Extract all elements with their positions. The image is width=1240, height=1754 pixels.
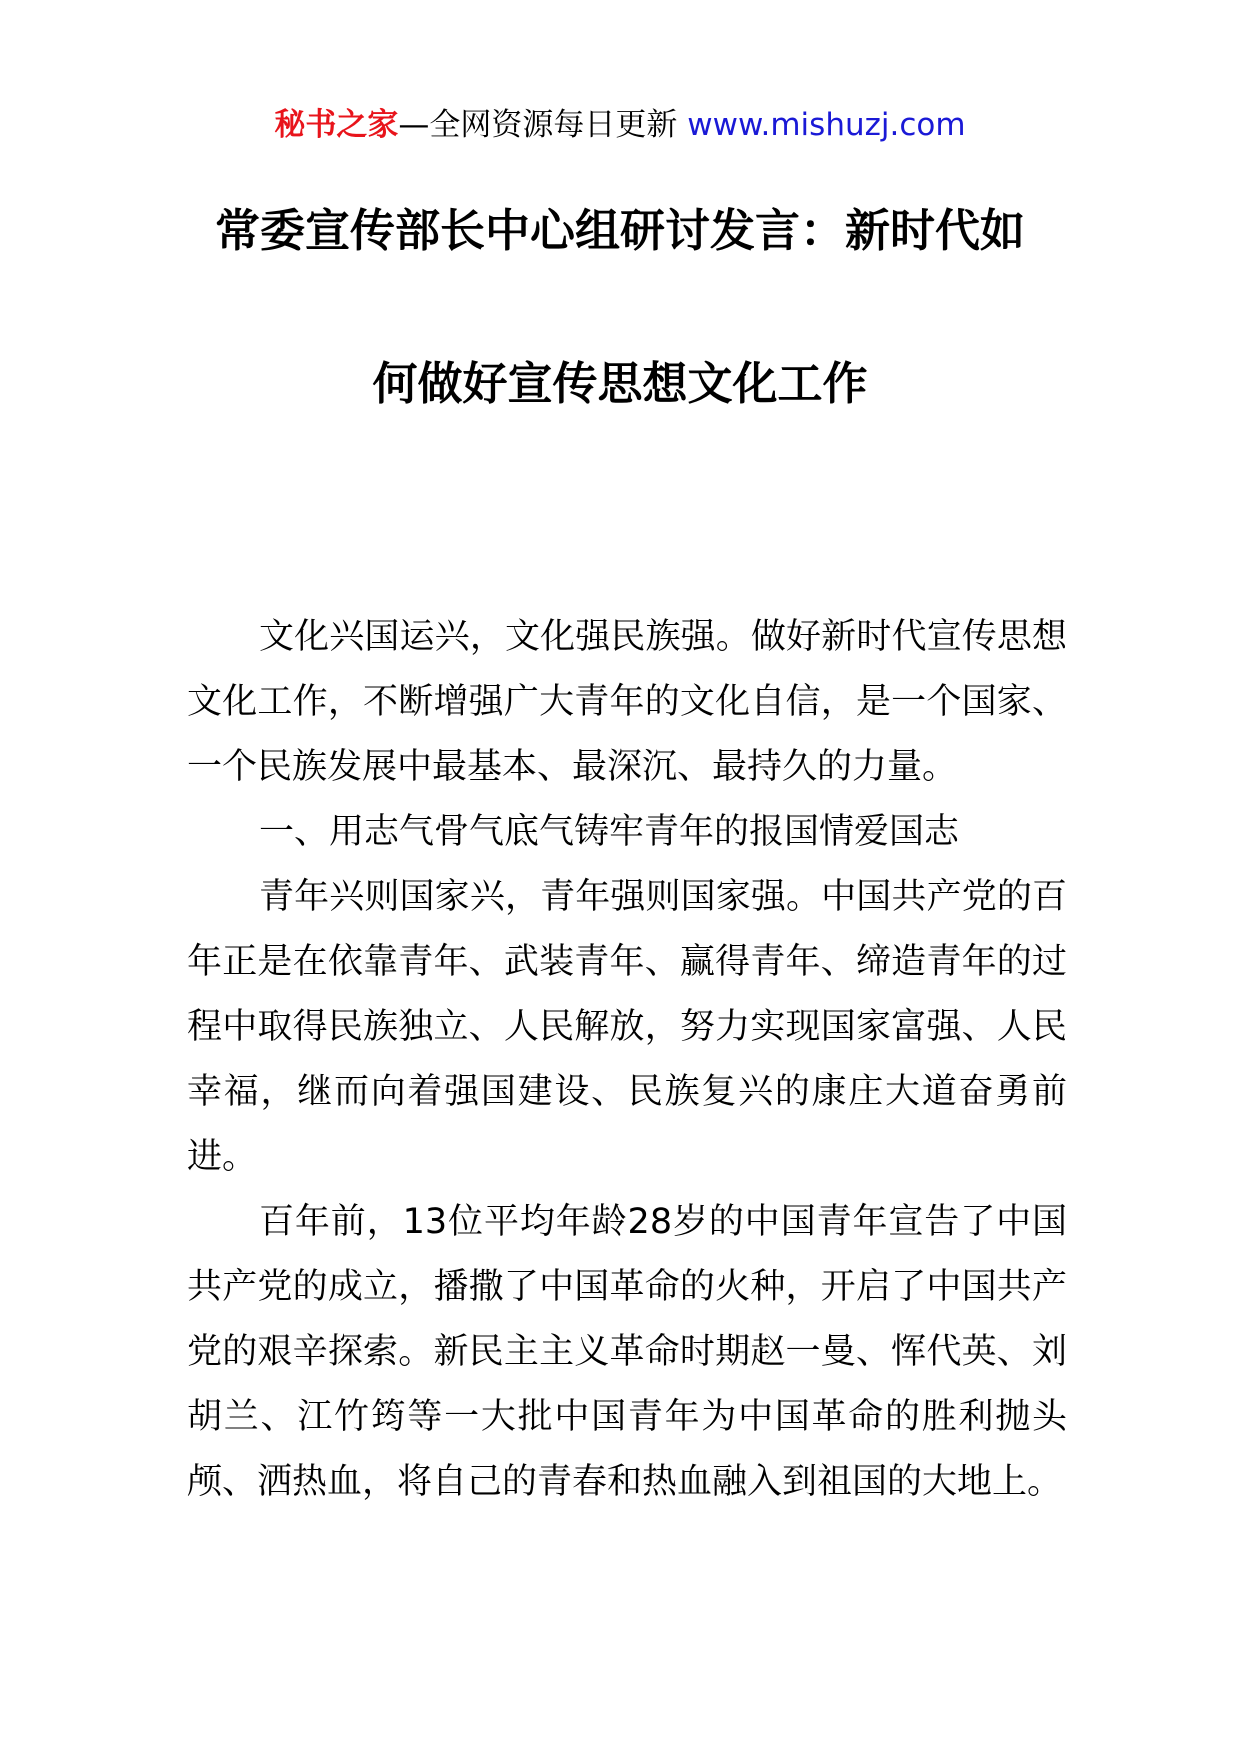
paragraph-history: 百年前，13位平均年龄28岁的中国青年宣告了中国共产党的成立，播撒了中国革命的火种，开启了中国共产党的艰辛探索。新民主主义革命时期赵一曼、恽代英、刘胡兰、江竹筠等一大批中国青年为中国革命的胜利抛头颅、洒热血，将自己的青春和热血融入到祖国的大地上。 (187, 1202, 1067, 1502)
site-tagline: —全网资源每日更新 (398, 107, 688, 143)
section-heading-1: 一、用志气骨气底气铸牢青年的报国情爱国志 (259, 812, 960, 852)
document-title-line-2: 何做好宣传思想文化工作 (372, 357, 868, 410)
paragraph-intro: 文化兴国运兴，文化强民族强。做好新时代宣传思想文化工作，不断增强广大青年的文化自信，是一个国家、一个民族发展中最基本、最深沉、最持久的力量。 (187, 617, 1067, 787)
document-title-line-1: 常委宣传部长中心组研讨发言：新时代如 (214, 204, 1025, 257)
document-body (187, 605, 1067, 1515)
paragraph-youth: 青年兴则国家兴，青年强则国家强。中国共产党的百年正是在依靠青年、武装青年、赢得青年、缔造青年的过程中取得民族独立、人民解放，努力实现国家富强、人民幸福，继而向着强国建设、民族复兴的康庄大道奋勇前进。 (187, 877, 1067, 1177)
site-header (0, 100, 1240, 150)
site-brand: 秘书之家 (274, 107, 399, 143)
site-url-link[interactable]: www.mishuzj.com (687, 107, 966, 143)
